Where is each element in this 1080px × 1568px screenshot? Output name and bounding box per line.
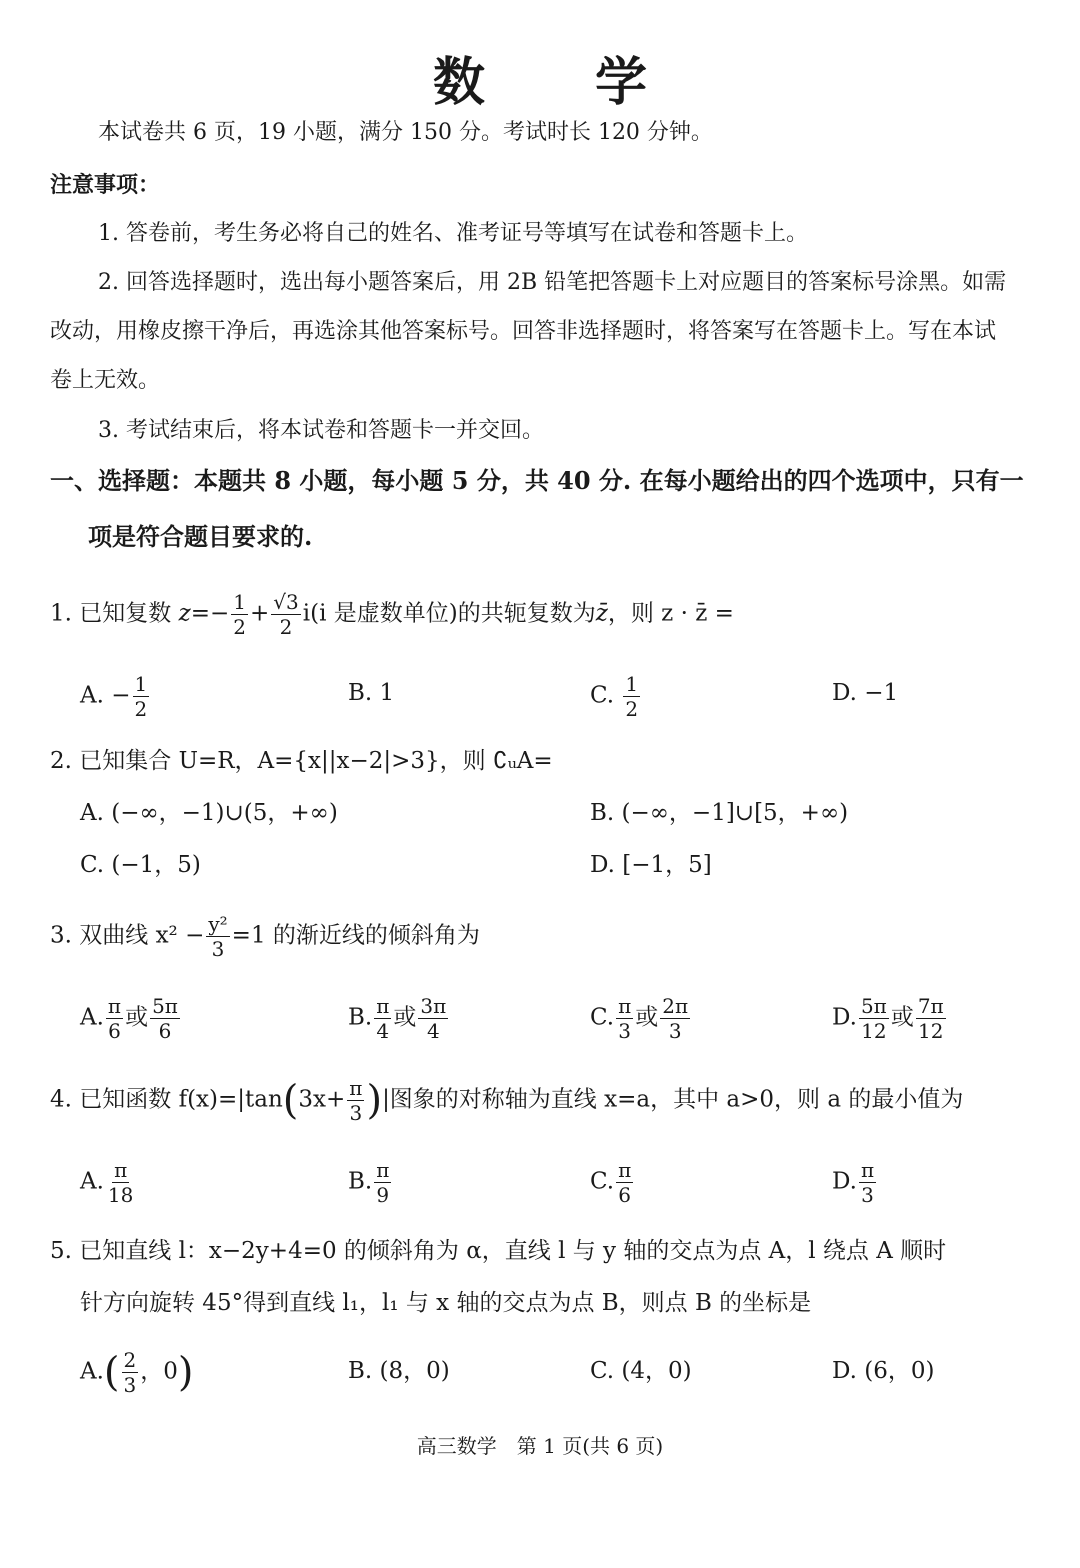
q1-frac-1: $\frac{1}{2}$ [233,590,246,639]
notes-heading: 注意事项： [50,172,161,198]
q3-option-a[interactable]: A. $\frac{\pi}{6}$ 或 $\frac{5\pi}{6}$ [80,994,178,1043]
q4-option-a[interactable]: A. $\frac{\pi}{18}$ [80,1158,134,1207]
q4-option-c[interactable]: C. $\frac{\pi}{6}$ [590,1158,632,1207]
q1-pre: 1. 已知复数 [50,600,179,627]
question-3-stem: 3. 双曲线 x² − $\frac{\text{y²}}{3}$ =1 的渐近线的倾斜角为 [50,912,480,961]
q1-post: i(i 是虚数单位)的共轭复数为 [302,600,596,627]
q2-option-a[interactable]: A. (−∞，−1)∪(5，+∞) [80,800,338,826]
question-1-stem [50,592,734,637]
note-2-line-1: 2. 回答选择题时，选出每小题答案后，用 2B 铅笔把答题卡上对应题目的答案标号涂黑。如需 [98,270,1007,295]
q5-option-b[interactable]: B. (8，0) [348,1358,450,1384]
q4-option-b[interactable]: B. $\frac{\pi}{9}$ [348,1158,390,1207]
question-5-stem-line-2: 针方向旋转 45°得到直线 l₁，l₁ 与 x 轴的交点为点 B，则点 B 的坐标是 [80,1290,812,1316]
q1-option-b[interactable]: B. 1 [348,680,395,706]
q3-option-d[interactable]: D. $\frac{5\pi}{12}$ 或 $\frac{7\pi}{12}$ [832,994,944,1043]
q1-option-c[interactable]: C. $\frac{1}{2}$ [590,672,639,721]
question-2-stem: 2. 已知集合 U=R，A={x||x−2|>3}，则 ∁ᵤA= [50,748,553,774]
note-1: 1. 答卷前，考生务必将自己的姓名、准考证号等填写在试卷和答题卡上。 [98,221,808,246]
q5-option-c[interactable]: C. (4，0) [590,1358,692,1384]
q2-option-b[interactable]: B. (−∞，−1]∪[5，+∞) [590,800,849,826]
q1-option-a[interactable]: A. − $\frac{1}{2}$ [80,672,148,721]
q2-option-c[interactable]: C. (−1，5) [80,852,201,878]
note-2-line-3: 卷上无效。 [50,368,161,393]
q1-post2: ，则 z · z̄ = [607,600,734,627]
page-title: 数 学 [432,52,694,113]
q3-option-b[interactable]: B. $\frac{\pi}{4}$ 或 $\frac{3\pi}{4}$ [348,994,447,1043]
exam-intro: 本试卷共 6 页，19 小题，满分 150 分。考试时长 120 分钟。 [98,120,713,145]
q1-option-d[interactable]: D. −1 [832,680,899,706]
q5-option-a[interactable]: A.( $\frac{2}{3}$ ，0) [80,1348,194,1397]
section-heading-line-1: 一、选择题：本题共 8 小题，每小题 5 分，共 40 分. 在每小题给出的四个选项中，只有一 [50,466,1024,495]
question-5-stem-line-1: 5. 已知直线 l：x−2y+4=0 的倾斜角为 α，直线 l 与 y 轴的交点为点 A，l 绕点 A 顺时 [50,1238,947,1264]
q1-frac-2: $\frac{√3}{2}$ [273,590,299,639]
q1-z: z [178,600,191,627]
q1-plus: + [249,600,270,627]
q5-option-d[interactable]: D. (6，0) [832,1358,935,1384]
section-heading-line-2: 项是符合题目要求的. [88,522,313,551]
q1-eq: =− [190,600,230,627]
q4-option-d[interactable]: D. $\frac{\pi}{3}$ [832,1158,875,1207]
q3-option-c[interactable]: C. $\frac{\pi}{3}$ 或 $\frac{2\pi}{3}$ [590,994,689,1043]
page-footer: 高三数学 第 1 页(共 6 页) [416,1434,664,1458]
question-4-stem: 4. 已知函数 f(x)=|tan(3x+ $\frac{\pi}{3}$ )|图象的对称轴为直线 x=a，其中 a>0，则 a 的最小值为 [50,1076,964,1125]
note-3: 3. 考试结束后，将本试卷和答题卡一并交回。 [98,418,544,443]
q1-zbar: z̄ [595,600,608,627]
note-2-line-2: 改动，用橡皮擦干净后，再选涂其他答案标号。回答非选择题时，将答案写在答题卡上。写在本试 [50,319,997,344]
q2-option-d[interactable]: D. [−1，5] [590,852,712,878]
